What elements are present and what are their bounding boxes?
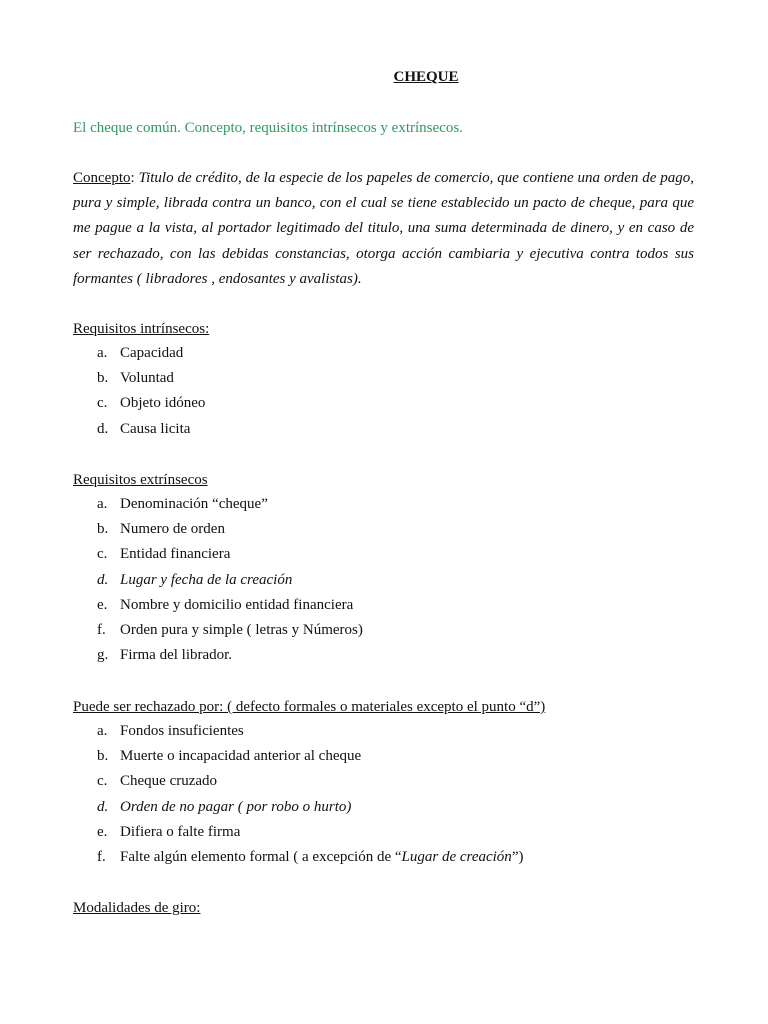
list-item-text-before: Falte algún elemento formal ( a excepción de “ (120, 848, 402, 865)
list-item-text: Orden de no pagar ( por robo o hurto) (120, 798, 352, 815)
list-marker: c. (97, 395, 108, 412)
list-marker: c. (97, 773, 108, 790)
list-item-text: Objeto idóneo (120, 395, 206, 412)
list-item-text: Voluntad (120, 370, 174, 387)
list-marker: f. (97, 848, 106, 865)
concept-paragraph (73, 166, 694, 292)
list-marker: g. (97, 647, 109, 664)
concept-separator: : (130, 170, 139, 186)
rejection-heading: Puede ser rechazado por: ( defecto formales o materiales excepto el punto “d”) (73, 699, 546, 715)
list-marker: d. (97, 420, 109, 437)
concept-label: Concepto (73, 170, 131, 186)
modalities-heading: Modalidades de giro: (73, 900, 201, 916)
list-marker: e. (97, 596, 108, 613)
list-item-text: Capacidad (120, 345, 184, 361)
intrinsic-heading: Requisitos intrínsecos: (73, 321, 210, 337)
list-marker: e. (97, 823, 108, 840)
list-marker: a. (97, 723, 108, 739)
list-marker: b. (97, 521, 109, 538)
list-marker: a. (97, 496, 108, 512)
list-marker: d. (97, 571, 109, 588)
list-item-text: Difiera o falte firma (120, 823, 241, 840)
list-marker: d. (97, 798, 109, 815)
list-item-text-after: ”) (511, 848, 524, 865)
list-item-text: Denominación “cheque” (120, 496, 268, 512)
list-item-text: Firma del librador. (120, 647, 233, 664)
list-marker: c. (97, 546, 108, 563)
list-marker: b. (97, 370, 109, 387)
list-item-text: Orden pura y simple ( letras y Números) (120, 621, 363, 638)
list-item-text: Entidad financiera (120, 546, 231, 563)
list-marker: a. (97, 345, 108, 361)
list-item-text: Muerte o incapacidad anterior al cheque (120, 748, 362, 765)
list-marker: b. (97, 748, 109, 765)
document-subtitle: El cheque común. Concepto, requisitos intrínsecos y extrínsecos. (73, 120, 463, 136)
list-item-text: Nombre y domicilio entidad financiera (120, 596, 354, 613)
document-title: CHEQUE (393, 69, 459, 85)
list-item-text: Cheque cruzado (120, 773, 218, 790)
list-item-text: Causa licita (120, 420, 191, 437)
list-item-text: Fondos insuficientes (120, 723, 244, 739)
list-item-text (120, 845, 523, 870)
list-item-text: Numero de orden (120, 521, 225, 538)
list-marker: f. (97, 621, 106, 638)
list-item-text-italic: Lugar de creación (401, 848, 512, 865)
list-item-text: Lugar y fecha de la creación (120, 571, 293, 588)
extrinsic-heading: Requisitos extrínsecos (73, 472, 208, 488)
concept-text: Titulo de crédito, de la especie de los papeles de comercio, que contiene una orden de pago, pura y simple, librada contra un banco, con el cual se tiene establecido un pacto de cheque, para que me pague a la vista, al portador legitimado del titulo, una suma determinada de dinero, y en caso de ser rechazado, con las debidas constancias, otorga acción cambiaria y ejecutiva contra todos sus formantes ( libradores , endosantes y avalistas). (73, 170, 694, 287)
